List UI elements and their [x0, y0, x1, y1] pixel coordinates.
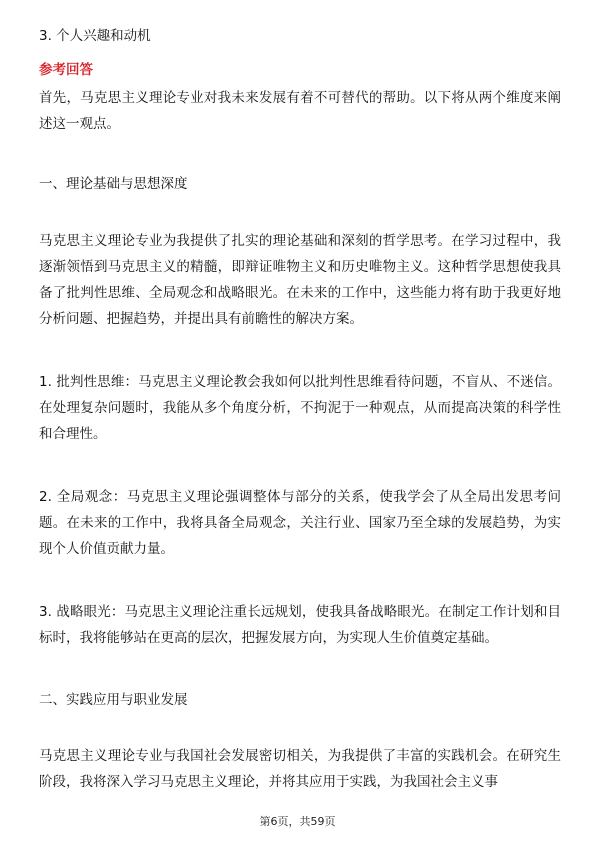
point-global-view: 2. 全局观念：马克思主义理论强调整体与部分的关系，使我学会了从全局出发思考问题。在未来的工作中，我将具备全局观念，关注行业、国家乃至全球的发展趋势，为实现个人价值贡献力量。: [39, 489, 561, 557]
page-footer: 第6页，共59页: [259, 815, 336, 828]
answer-label: 参考回答: [39, 62, 93, 78]
intro-paragraph: 首先，马克思主义理论专业对我未来发展有着不可替代的帮助。以下将从两个维度来阐述这一观点。: [39, 90, 561, 132]
subheading-practice: 二、实践应用与职业发展: [39, 692, 188, 708]
theory-paragraph: 马克思主义理论专业为我提供了扎实的理论基础和深刻的哲学思考。在学习过程中，我逐渐领悟到马克思主义的精髓，即辩证唯物主义和历史唯物主义。这种哲学思想使我具备了批判性思维、全局观念和战略眼光。在未来的工作中，这些能力将有助于我更好地分析问题、把握趋势，并提出具有前瞻性的解决方案。: [39, 233, 561, 327]
section-heading: 3. 个人兴趣和动机: [39, 28, 151, 44]
point-critical-thinking: 1. 批判性思维：马克思主义理论教会我如何以批判性思维看待问题，不盲从、不迷信。在处理复杂问题时，我能从多个角度分析，不拘泥于一种观点，从而提高决策的科学性和合理性。: [39, 374, 561, 442]
subheading-theory: 一、理论基础与思想深度: [39, 176, 188, 192]
point-strategic-vision: 3. 战略眼光：马克思主义理论注重长远规划，使我具备战略眼光。在制定工作计划和目标时，我将能够站在更高的层次，把握发展方向，为实现人生价值奠定基础。: [39, 604, 561, 646]
practice-paragraph: 马克思主义理论专业与我国社会发展密切相关，为我提供了丰富的实践机会。在研究生阶段，我将深入学习马克思主义理论，并将其应用于实践，为我国社会主义事: [39, 748, 561, 790]
